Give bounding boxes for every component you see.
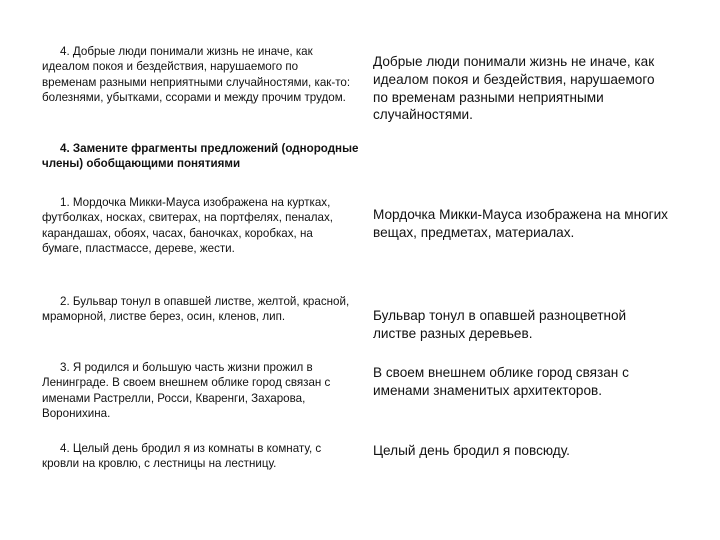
answer-text-row-1: Добрые люди понимали жизнь не иначе, как идеалом покоя и бездействия, нарушаемого по временам разными неприятными случайностями. bbox=[373, 54, 655, 123]
answer-text-item-4: Целый день бродил я повсюду. bbox=[373, 443, 570, 458]
original-text-item-1: 1. Мордочка Микки-Мауса изображена на куртках, футболках, носках, свитерах, на портфелях, пеналах, карандашах, обоях, часах, баночках, коробках, на бумаге, пластмассе, дереве, жести. bbox=[42, 196, 333, 256]
answer-text-item-2: Бульвар тонул в опавшей разноцветной листве разных деревьев. bbox=[373, 308, 627, 341]
original-text-item-4: 4. Целый день бродил я из комнаты в комнату, с кровли на кровлю, с лестницы на лестницу. bbox=[42, 442, 322, 471]
original-text-item-2: 2. Бульвар тонул в опавшей листве, желтой, красной, мраморной, листве берез, осин, кленов, лип. bbox=[42, 295, 350, 324]
original-text-row-1: 4. Добрые люди понимали жизнь не иначе, как идеалом покоя и бездействия, нарушаемого по временам разными неприятными случайностями, как-то: болезнями, убытками, ссорами и между прочим трудом. bbox=[42, 45, 351, 105]
original-text-item-3: 3. Я родился и большую часть жизни прожил в Ленинграде. В своем внешнем облике город связан с именами Растрелли, Росси, Кваренги, Захарова, Воронихина. bbox=[42, 361, 331, 421]
section-heading: 4. Замените фрагменты предложений (однородные члены) обобщающими понятиями bbox=[42, 142, 359, 171]
answer-text-item-3: В своем внешнем облике город связан с именами знаменитых архитекторов. bbox=[373, 365, 629, 398]
answer-text-item-1: Мордочка Микки-Мауса изображена на многих вещах, предметах, материалах. bbox=[373, 207, 668, 240]
